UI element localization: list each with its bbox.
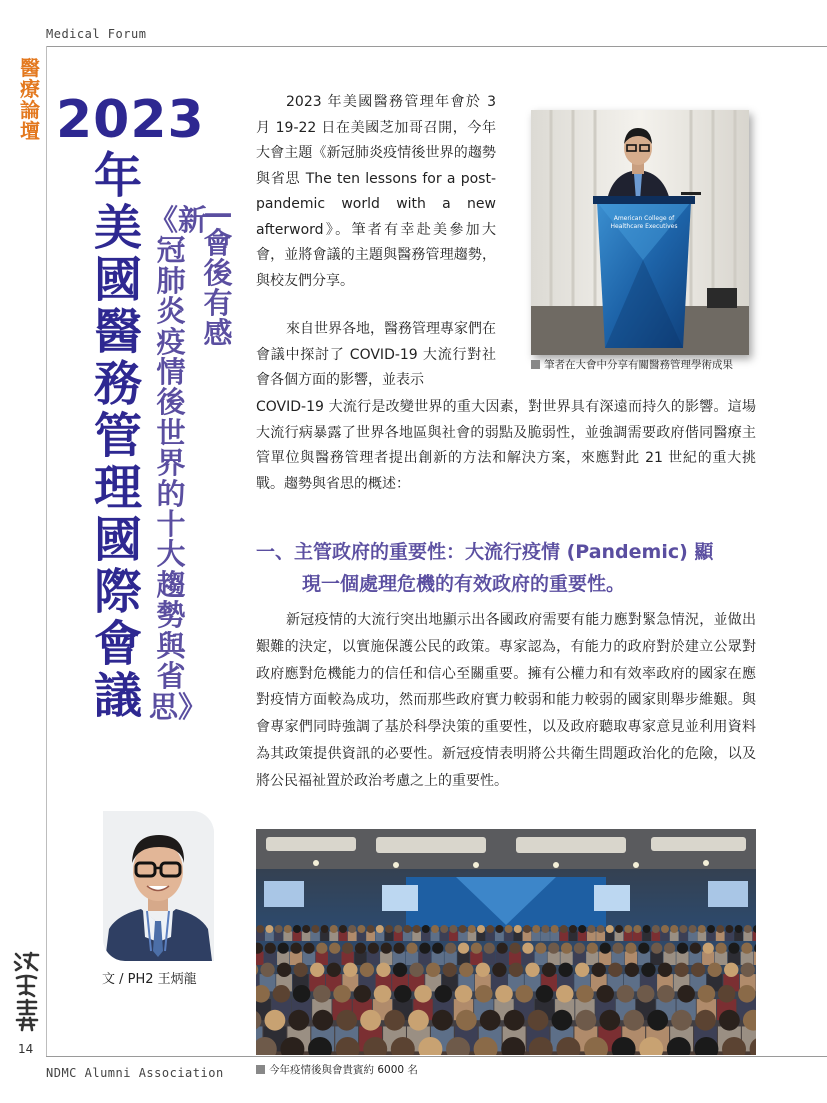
running-header: Medical Forum (46, 27, 147, 41)
running-footer: NDMC Alumni Association (46, 1066, 224, 1080)
podium-photo-caption-text: 筆者在大會中分享有關醫務管理學術成果 (544, 359, 733, 371)
section-1-paragraph: 新冠疫情的大流行突出地顯示出各國政府需要有能力應對緊急情況，並做出艱難的決定，以實施保護公民的政策。專家認為，有能力的政府對於建立公眾對政府應對危機能力的信任和信心至關重要。擁有公權力和有效率政府的國家在應對疫情方面較為成功，然而那些政府實力較弱和能力較弱的國家則舉步維艱。與會專家們同時強調了基於科學決策的重要性，以及政府聽取專家意見並利用資料為其政策提供資訊的必要性。新冠疫情表明將公共衛生問題政治化的危險，以及將公民福祉置於政治考慮之上的重要性。 (256, 612, 756, 789)
section-heading-line1: 一、主管政府的重要性：大流行疫情 (Pandemic) 顯 (256, 541, 714, 563)
section-label: 醫療論壇 (20, 56, 40, 143)
podium-photo-caption (531, 357, 733, 372)
paragraph-2-start: 來自世界各地，醫務管理專家們在會議中探討了 COVID-19 大流行對社會各個方面的影響，並表示 (256, 321, 496, 388)
author-portrait (103, 811, 214, 961)
page-number: 14 (18, 1042, 34, 1056)
audience-photo-caption-text: 今年疫情後與會貴賓約 6000 名 (269, 1064, 418, 1076)
paragraph-2-continued: COVID-19 大流行是改變世界的重大因素，對世界具有深遠而持久的影響。這場大流行病暴露了世界各地區與社會的弱點及脆弱性，並強調需要政府偕同醫療主管單位與醫務管理者提出創新的方法和解決方案，來應對此 21 世紀的重大挑戰。趨勢與省思的概述： (256, 399, 756, 492)
svg-text:American College of: American College of (613, 215, 675, 222)
journal-calligraphy-logo (12, 950, 42, 1036)
audience-photo-caption (256, 1062, 418, 1077)
svg-text:Healthcare Executives: Healthcare Executives (610, 223, 678, 230)
author-byline: 文 / PH2 王炳龍 (102, 972, 197, 987)
subtitle-suffix: —會後有感 (203, 196, 233, 350)
section-heading-line2: 現一個處理危機的有效政府的重要性。 (302, 573, 626, 595)
audience-photo (256, 829, 756, 1055)
subtitle: 《新冠肺炎疫情後世界的十大趨勢與省思》 (149, 203, 208, 724)
caption-marker (256, 1065, 265, 1074)
header-divider (46, 46, 827, 47)
title-year: 2023 (56, 90, 205, 150)
intro-paragraph: 2023 年美國醫務管理年會於 3 月 19-22 日在美國芝加哥召開，今年大會主題《新冠肺炎疫情後世界的趨勢與省思 The ten lessons for a post-pandemic world with a new afterword》。筆者有幸赴美參加大會，並將會議的主題與醫務管理趨勢，與校友們分享。 (256, 94, 496, 289)
left-margin-rule (46, 46, 47, 1056)
caption-marker (531, 360, 540, 369)
footer-divider (46, 1056, 827, 1057)
section-heading (256, 536, 761, 600)
podium-photo (531, 110, 749, 355)
main-title: 年美國醫務管理國際會議 (93, 148, 142, 724)
